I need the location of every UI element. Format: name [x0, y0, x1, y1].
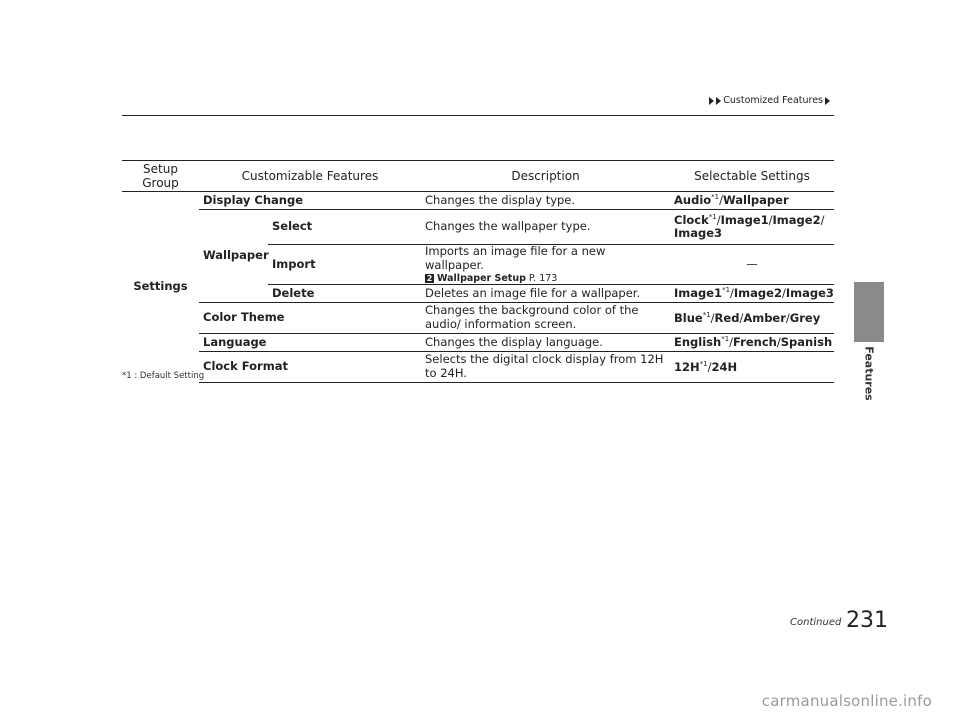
- breadcrumb-arrow-icon: [709, 97, 714, 105]
- subfeature-delete: Delete: [268, 284, 421, 302]
- table-header-row: [122, 161, 834, 192]
- description: Changes the display language.: [421, 333, 670, 351]
- description: Changes the wallpaper type.: [421, 210, 670, 245]
- section-label: Features: [862, 345, 876, 401]
- watermark: carmanualsonline.info: [761, 692, 932, 710]
- feature-color-theme: Color Theme: [199, 302, 421, 333]
- feature-display-change: Display Change: [203, 192, 304, 207]
- selectable-settings: English$^{*1}$/French/Spanish: [670, 333, 834, 351]
- description: Changes the background color of the audio/ information screen.: [421, 302, 670, 333]
- feature-clock-format: Clock Format: [199, 351, 421, 382]
- description: Deletes an image file for a wallpaper.: [421, 284, 670, 302]
- reference-page: P. 173: [528, 272, 558, 284]
- description: Changes the display type.: [425, 192, 576, 207]
- selectable-settings: Audio$^{*1}$/Wallpaper: [674, 193, 789, 208]
- customizable-features-table: [122, 160, 834, 383]
- breadcrumb: [709, 95, 830, 106]
- header-setup-group: Setup Group: [122, 161, 199, 192]
- header-description: Description: [421, 161, 670, 192]
- continued-label: Continued: [790, 617, 842, 628]
- page-number: 231: [846, 608, 888, 633]
- header-selectable-settings: Selectable Settings: [670, 161, 834, 192]
- table-row: [122, 351, 834, 382]
- table-row: [122, 302, 834, 333]
- subfeature-select: Select: [268, 210, 421, 245]
- selectable-settings: Blue$^{*1}$/Red/Amber/Grey: [670, 302, 834, 333]
- reference-link: Wallpaper Setup: [437, 272, 526, 284]
- breadcrumb-label: Customized Features: [723, 95, 823, 106]
- section-tab: [854, 282, 884, 342]
- table-row: [122, 333, 834, 351]
- selectable-settings: $12H^{*1}/24H$: [670, 351, 834, 382]
- selectable-settings: Image1$^{*1}$/Image2/Image3: [670, 284, 834, 302]
- reference-arrow-icon: 2: [426, 273, 433, 283]
- feature-language: Language: [199, 333, 421, 351]
- table-row: [122, 210, 834, 245]
- breadcrumb-arrow-icon: [716, 97, 721, 105]
- group-settings: Settings: [133, 279, 188, 294]
- footnote: *1 : Default Setting: [122, 371, 205, 381]
- cross-reference: [425, 273, 666, 284]
- feature-wallpaper: Wallpaper: [199, 210, 268, 303]
- breadcrumb-arrow-icon: [825, 97, 830, 105]
- subfeature-import: Import: [268, 245, 421, 285]
- description: Selects the digital clock display from 12H to 24H.: [421, 351, 670, 382]
- description: Imports an image file for a new wallpaper. 2 Wallpaper Setup P. 173: [421, 245, 670, 285]
- header-customizable-features: Customizable Features: [199, 161, 421, 192]
- selectable-settings: —: [670, 245, 834, 285]
- selectable-settings: Clock$^{*1}$/Image1/Image2/ Image3: [670, 210, 834, 245]
- table-row: [122, 192, 834, 210]
- header-divider: [122, 115, 834, 116]
